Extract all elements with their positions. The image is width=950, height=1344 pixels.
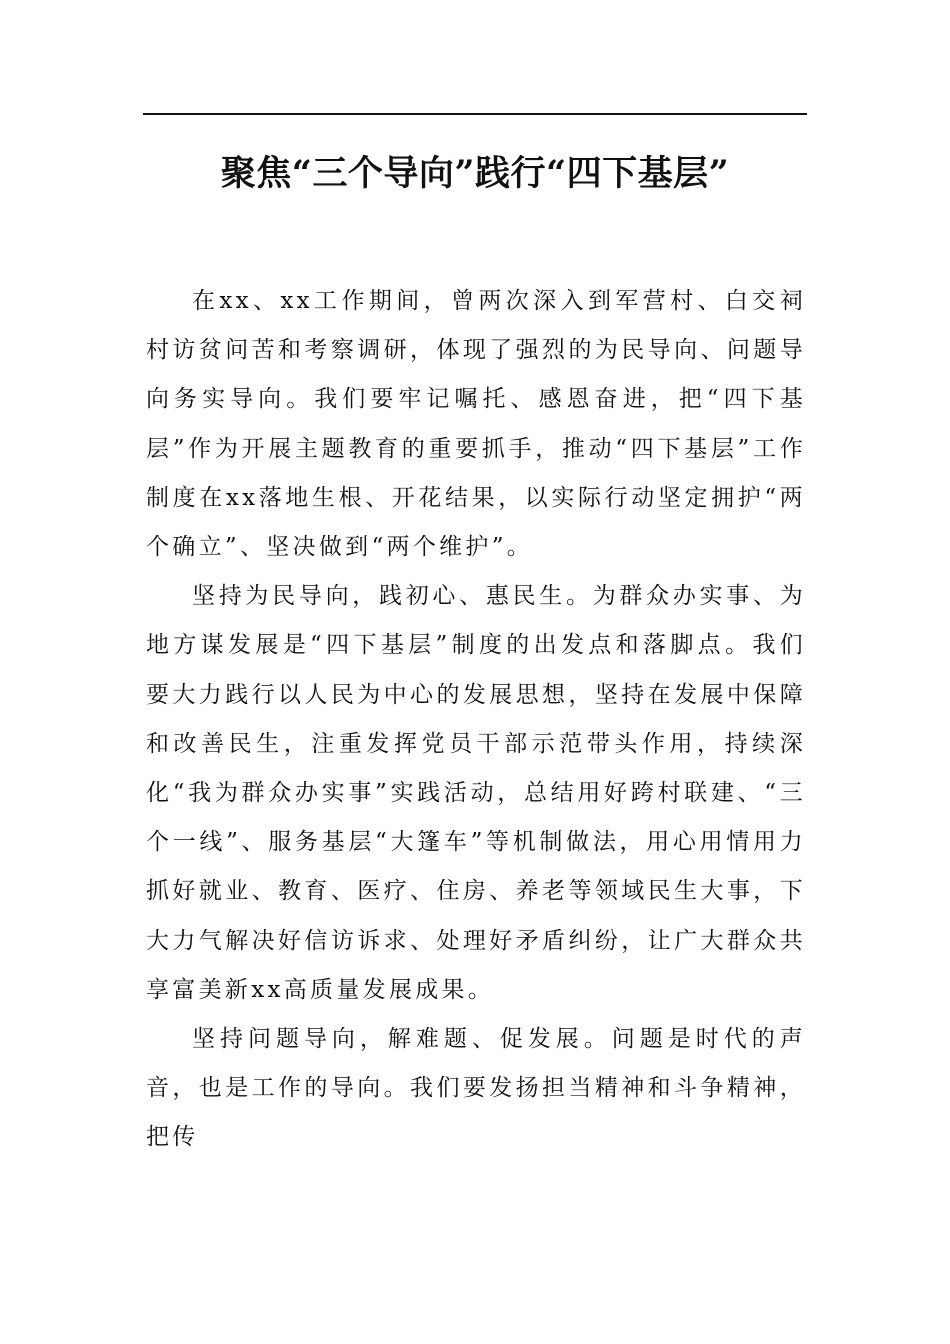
- paragraph-people-oriented: 坚持为民导向，践初心、惠民生。为群众办实事、为地方谋发展是“四下基层”制度的出发点和落脚点。我们要大力践行以人民为中心的发展思想，坚持在发展中保障和改善民生，注重发挥党员干部示范带头作用，持续深化“我为群众办实事”实践活动，总结用好跨村联建、“三个一线”、服务基层“大篷车”等机制做法，用心用情用力抓好就业、教育、医疗、住房、养老等领域民生大事，下大力气解决好信访诉求、处理好矛盾纠纷，让广大群众共享富美新xx高质量发展成果。: [146, 583, 806, 1003]
- paragraph-problem-oriented: 坚持问题导向，解难题、促发展。问题是时代的声音，也是工作的导向。我们要发扬担当精神和斗争精神，把传: [146, 1026, 806, 1151]
- document-title: 聚焦“三个导向”践行“四下基层”: [220, 153, 730, 194]
- header-rule: [143, 113, 807, 115]
- paragraph-intro: 在xx、xx工作期间，曾两次深入到军营村、白交祠村访贫问苦和考察调研，体现了强烈的为民导向、问题导向务实导向。我们要牢记嘱托、感恩奋进，把“四下基层”作为开展主题教育的重要抓手，推动“四下基层”工作制度在xx落地生根、开花结果，以实际行动坚定拥护“两个确立”、坚决做到“两个维护”。: [146, 288, 806, 561]
- document-body: [146, 277, 806, 1163]
